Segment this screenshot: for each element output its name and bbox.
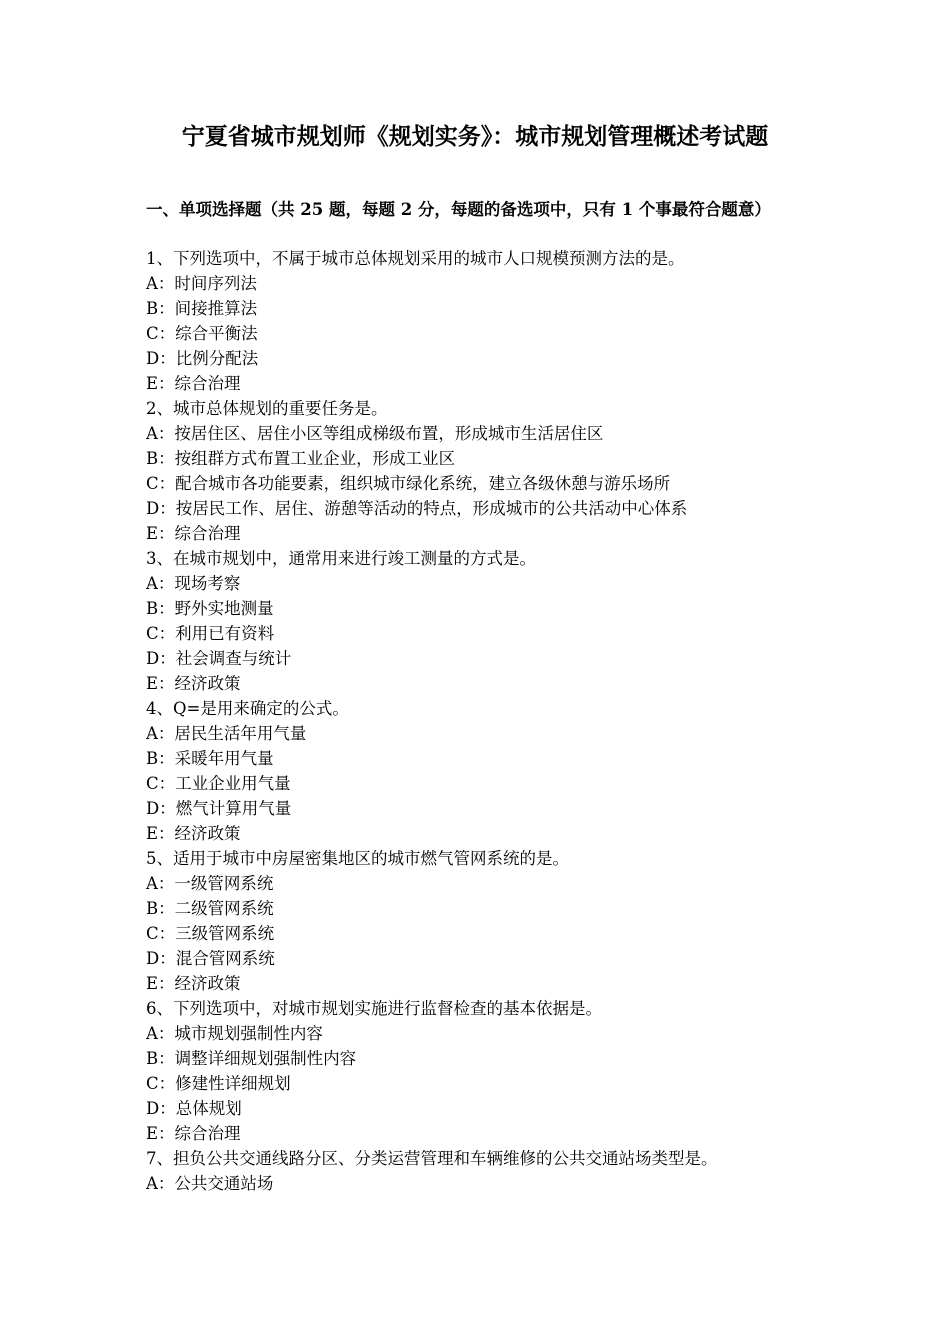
question-block: [146, 546, 826, 696]
question-list: [146, 246, 826, 1196]
section-heading: 一、单项选择题（共 25 题，每题 2 分，每题的备选项中，只有 1 个事最符合题意）: [146, 200, 771, 219]
question-block: [146, 1146, 826, 1196]
answer-option: D：总体规划: [146, 1099, 242, 1118]
answer-option: B：二级管网系统: [146, 899, 274, 918]
answer-option: B：按组群方式布置工业企业，形成工业区: [146, 449, 456, 468]
question-block: [146, 846, 826, 996]
answer-option: A：居民生活年用气量: [146, 724, 307, 743]
answer-option: B：采暖年用气量: [146, 749, 274, 768]
document-title: 宁夏省城市规划师《规划实务》：城市规划管理概述考试题: [181, 123, 769, 150]
answer-option: D：燃气计算用气量: [146, 799, 292, 818]
question-block: [146, 246, 826, 396]
question-block: [146, 696, 826, 846]
question-block: [146, 996, 826, 1146]
question-stem: 7、担负公共交通线路分区、分类运营管理和车辆维修的公共交通站场类型是。: [146, 1149, 718, 1168]
answer-option: E：经济政策: [146, 974, 241, 993]
question-stem: 4、Q=是用来确定的公式。: [146, 699, 349, 718]
answer-option: A：城市规划强制性内容: [146, 1024, 323, 1043]
answer-option: E：综合治理: [146, 374, 241, 393]
answer-option: D：社会调查与统计: [146, 649, 292, 668]
question-stem: 6、下列选项中，对城市规划实施进行监督检查的基本依据是。: [146, 999, 602, 1018]
question-block: [146, 396, 826, 546]
answer-option: E：经济政策: [146, 674, 241, 693]
answer-option: A：时间序列法: [146, 274, 257, 293]
answer-option: A：一级管网系统: [146, 874, 274, 893]
answer-option: B：野外实地测量: [146, 599, 274, 618]
answer-option: A：按居住区、居住小区等组成梯级布置，形成城市生活居住区: [146, 424, 604, 443]
answer-option: C：综合平衡法: [146, 324, 258, 343]
answer-option: C：配合城市各功能要素，组织城市绿化系统，建立各级休憩与游乐场所: [146, 474, 671, 493]
answer-option: A：公共交通站场: [146, 1174, 274, 1193]
question-stem: 1、下列选项中，不属于城市总体规划采用的城市人口规模预测方法的是。: [146, 249, 685, 268]
answer-option: E：经济政策: [146, 824, 241, 843]
answer-option: E：综合治理: [146, 524, 241, 543]
answer-option: D：比例分配法: [146, 349, 259, 368]
answer-option: C：工业企业用气量: [146, 774, 291, 793]
answer-option: B：调整详细规划强制性内容: [146, 1049, 357, 1068]
answer-option: C：修建性详细规划: [146, 1074, 291, 1093]
answer-option: D：混合管网系统: [146, 949, 275, 968]
question-stem: 3、在城市规划中，通常用来进行竣工测量的方式是。: [146, 549, 536, 568]
question-stem: 5、适用于城市中房屋密集地区的城市燃气管网系统的是。: [146, 849, 569, 868]
answer-option: C：利用已有资料: [146, 624, 275, 643]
answer-option: E：综合治理: [146, 1124, 241, 1143]
answer-option: B：间接推算法: [146, 299, 258, 318]
answer-option: C：三级管网系统: [146, 924, 275, 943]
question-stem: 2、城市总体规划的重要任务是。: [146, 399, 388, 418]
answer-option: D：按居民工作、居住、游憩等活动的特点，形成城市的公共活动中心体系: [146, 499, 688, 518]
answer-option: A：现场考察: [146, 574, 241, 593]
